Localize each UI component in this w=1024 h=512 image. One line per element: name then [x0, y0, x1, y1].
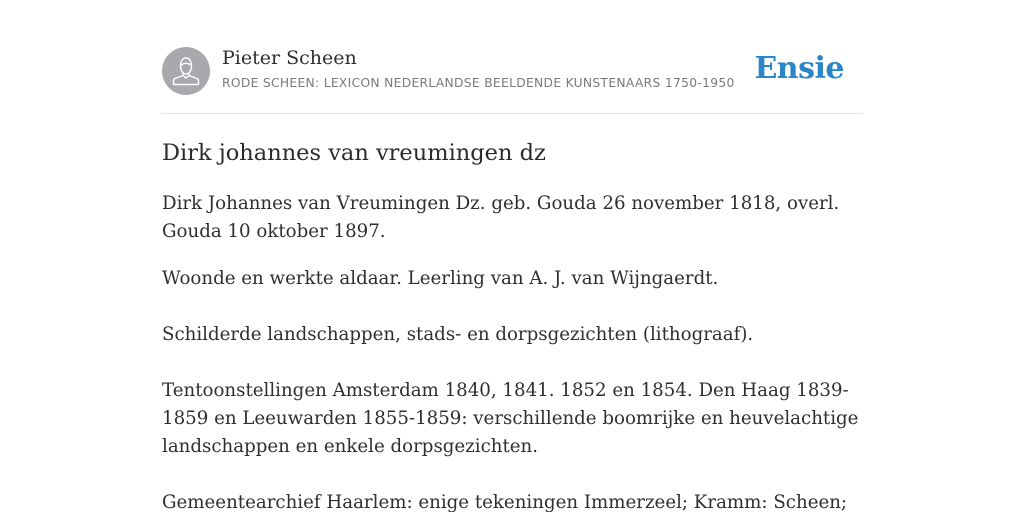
article-paragraph: Gemeentearchief Haarlem: enige tekeningen Immerzeel; Kramm: Scheen;: [162, 492, 848, 512]
author-name[interactable]: Pieter Scheen: [222, 47, 357, 69]
author-avatar[interactable]: [162, 47, 210, 95]
source-title[interactable]: RODE SCHEEN: LEXICON NEDERLANDSE BEELDENDE KUNSTENAARS 1750-1950: [222, 76, 735, 90]
article-header: [162, 46, 862, 96]
article-paragraph: Tentoonstellingen Amsterdam 1840, 1841. 1852 en 1854. Den Haag 1839-1859 en Leeuwarden 1855-1859: verschillende boomrijke en heuvelachtige landschappen en enkele dorpsgezichten.: [162, 380, 859, 457]
article-body: [162, 190, 862, 512]
article-paragraph: Woonde en werkte aldaar. Leerling van A. J. van Wijngaerdt.: [162, 268, 719, 289]
article-paragraph: Dirk Johannes van Vreumingen Dz. geb. Gouda 26 november 1818, overl. Gouda 10 oktober 1897.: [162, 193, 840, 242]
user-silhouette-icon: [162, 47, 210, 95]
article-paragraph: Schilderde landschappen, stads- en dorpsgezichten (lithograaf).: [162, 324, 754, 345]
header-divider: [162, 113, 862, 114]
page-title: Dirk johannes van vreumingen dz: [162, 140, 546, 166]
ensie-logo[interactable]: Ensie: [754, 51, 844, 86]
